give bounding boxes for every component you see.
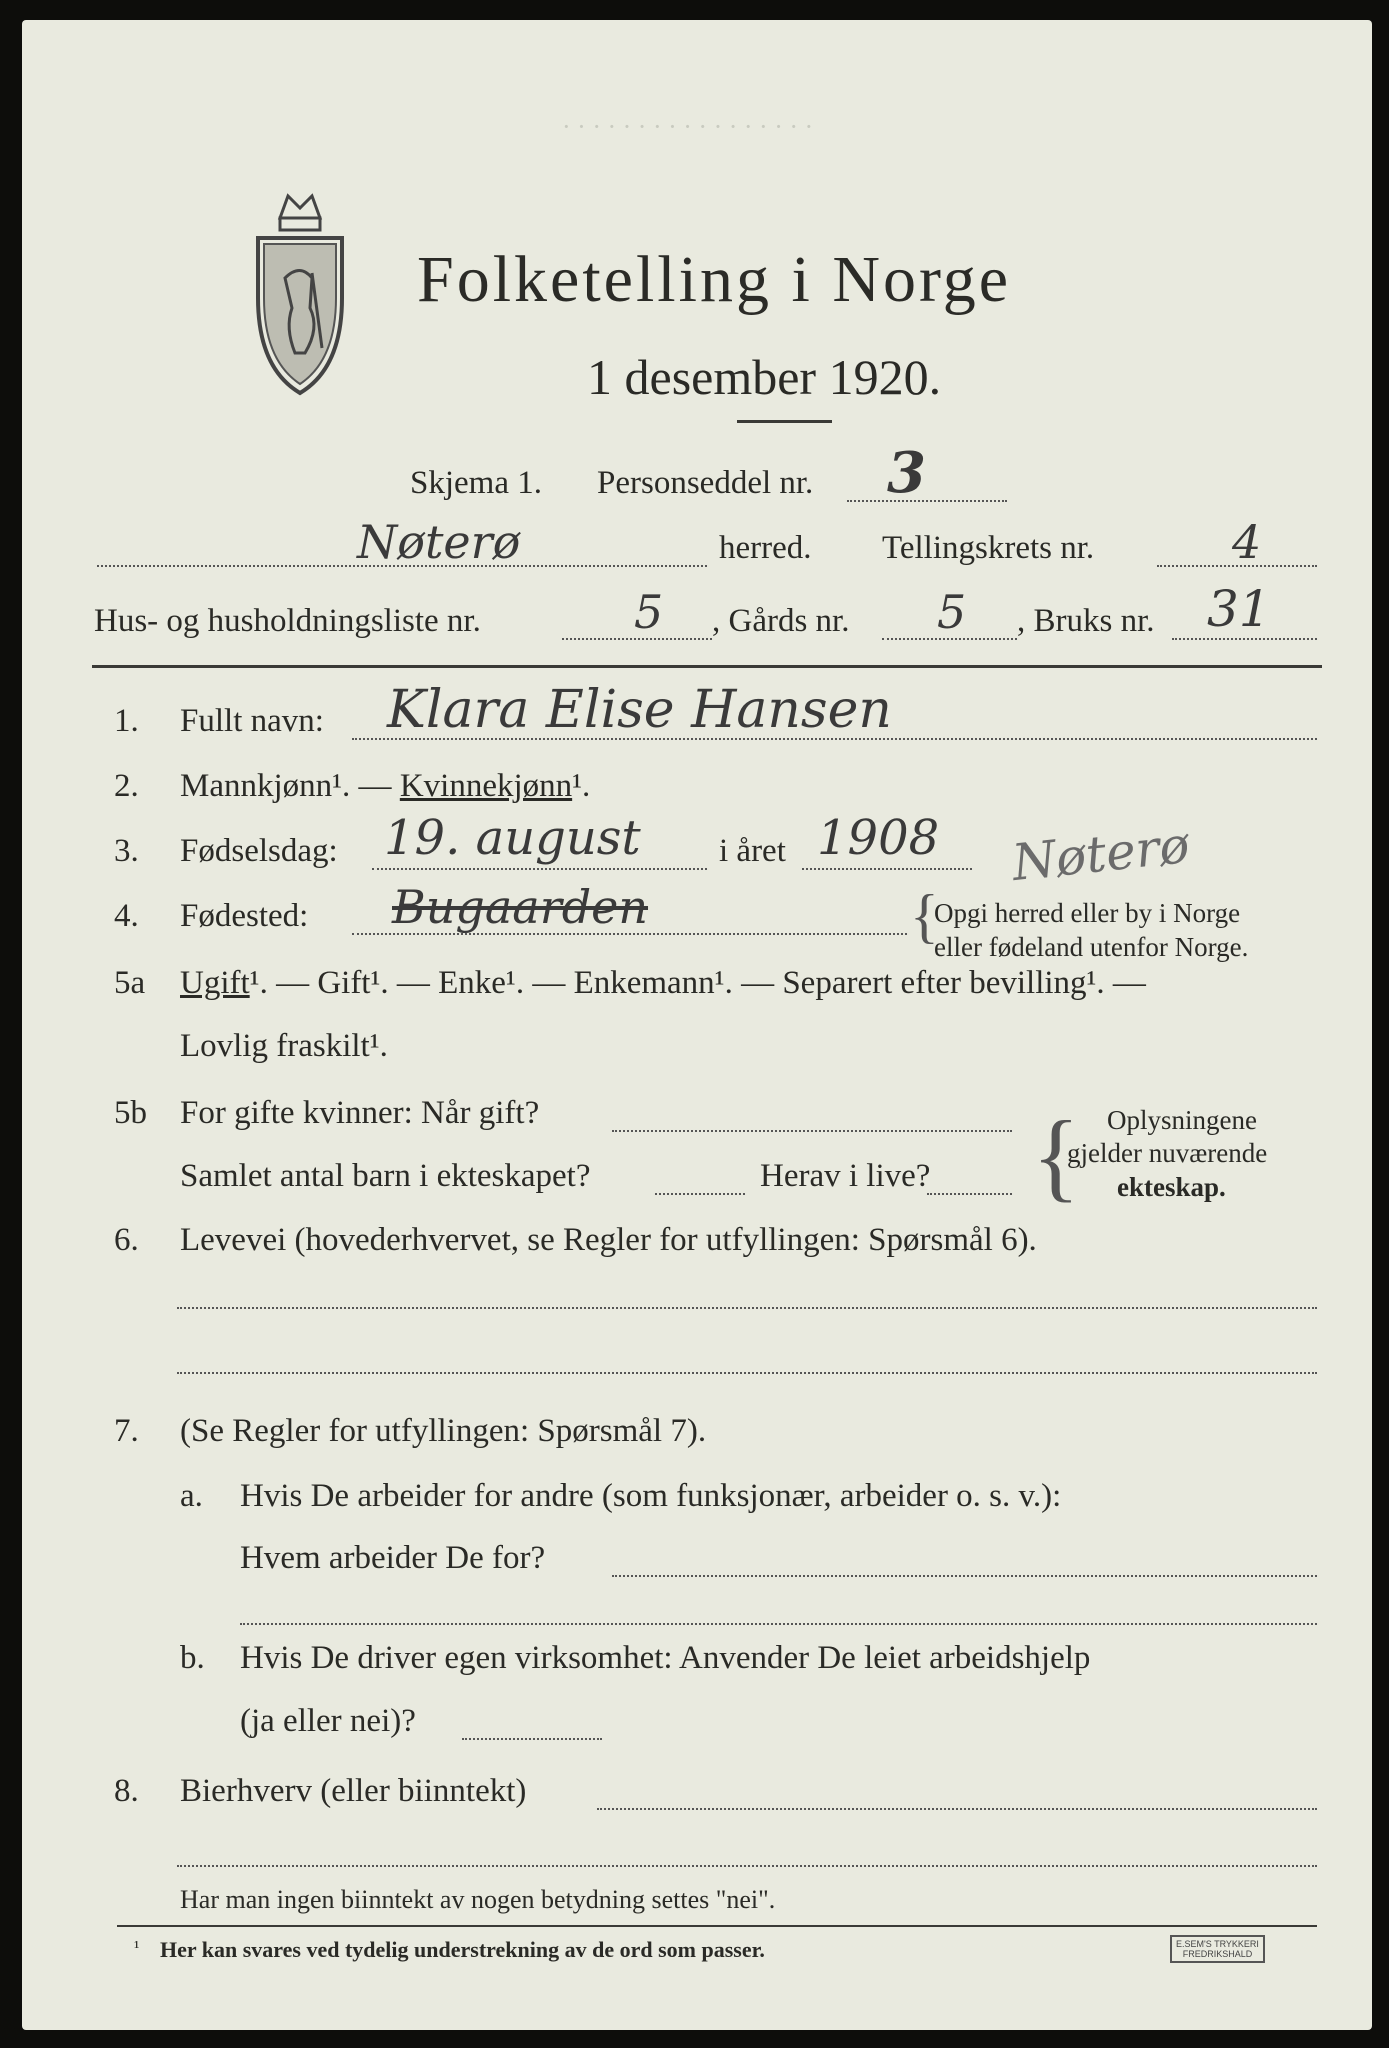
q5a-number: 5a	[114, 965, 146, 1001]
q5a-label	[180, 965, 1146, 1002]
q7b-label2: (ja eller nei)?	[240, 1703, 416, 1739]
gards-label: , Gårds nr.	[712, 603, 850, 639]
q3-label: Fødselsdag:	[180, 833, 338, 869]
herred-label: herred.	[719, 530, 812, 566]
q6-line2	[177, 1372, 1317, 1374]
gards-value: 5	[937, 585, 967, 639]
q7-number: 7.	[114, 1413, 139, 1449]
personseddel-label: Personseddel nr.	[597, 465, 814, 501]
q7a-label2: Hvem arbeider De for?	[240, 1540, 546, 1576]
q4-note-2: eller fødeland utenfor Norge.	[934, 932, 1249, 962]
q5b-note-1: Oplysningene	[1107, 1105, 1257, 1135]
q5a-options: ¹. — Gift¹. — Enke¹. — Enkemann¹. — Separert efter bevilling¹. —	[249, 965, 1146, 1001]
q3-margin-note: Nøterø	[1009, 815, 1193, 893]
q4-brace: {	[910, 883, 939, 949]
census-date: 1 desember 1920.	[587, 349, 942, 405]
q1-value: Klara Elise Hansen	[387, 680, 892, 740]
herred-value: Nøterø	[357, 515, 521, 569]
q7b-number: b.	[180, 1640, 205, 1676]
personseddel-value: 3	[887, 440, 926, 506]
q8-label: Bierhverv (eller biinntekt)	[180, 1773, 527, 1809]
census-form-page	[22, 20, 1372, 2030]
q5b-brace: {	[1032, 1100, 1080, 1211]
bleed-through-text: · · · · · · · · · · · · · · · · ·	[562, 112, 814, 141]
q8-number: 8.	[114, 1773, 139, 1809]
q8-line2	[177, 1865, 1317, 1867]
footnote-rule	[117, 1925, 1317, 1927]
q3-value: 19. august	[384, 810, 641, 866]
q7b-line	[462, 1738, 602, 1740]
q6-label: Levevei (hovederhvervet, se Regler for utfyllingen: Spørsmål 6).	[180, 1222, 1037, 1258]
q6-number: 6.	[114, 1222, 139, 1258]
footnote-text: Her kan svares ved tydelig understrekning av de ord som passer.	[160, 1937, 765, 1962]
q5b-line	[612, 1130, 1012, 1132]
q2-label	[180, 768, 590, 805]
q3-year-line	[802, 868, 972, 870]
q2-number: 2.	[114, 768, 139, 804]
q5b-note-2: gjelder nuværende	[1067, 1138, 1268, 1168]
q2-male: Mannkjønn¹. —	[180, 768, 392, 804]
q7a-line2	[240, 1623, 1317, 1625]
q3-year-label: i året	[719, 833, 786, 869]
q6-line1	[177, 1307, 1317, 1309]
q7b-label: Hvis De driver egen virksomhet: Anvender De leiet arbeidshjelp	[240, 1640, 1091, 1676]
stamp-line1: E.SEM'S TRYKKERI	[1176, 1939, 1259, 1949]
q7a-number: a.	[180, 1478, 203, 1514]
hus-value: 5	[634, 585, 664, 639]
q1-label: Fullt navn:	[180, 703, 324, 739]
hus-label: Hus- og husholdningsliste nr.	[94, 603, 481, 639]
page-title: Folketelling i Norge	[417, 243, 1012, 316]
printer-stamp	[1170, 1935, 1265, 1963]
q5b-number: 5b	[114, 1095, 147, 1131]
q3-number: 3.	[114, 833, 139, 869]
q5b-note-3: ekteskap.	[1117, 1172, 1226, 1202]
header-rule	[92, 665, 1322, 668]
q5b-line2	[655, 1193, 745, 1195]
q4-number: 4.	[114, 898, 139, 934]
q4-value: Bugaarden	[392, 880, 649, 934]
coat-of-arms-icon	[250, 178, 350, 398]
personseddel-line	[847, 500, 1007, 502]
tellingskrets-value: 4	[1232, 515, 1262, 569]
q4-note-1: Opgi herred eller by i Norge	[934, 898, 1241, 928]
q5b-label2: Samlet antal barn i ekteskapet?	[180, 1158, 591, 1194]
bruks-line	[1172, 638, 1317, 640]
q8-line	[597, 1808, 1317, 1810]
bruks-value: 31	[1207, 580, 1271, 638]
q8-note: Har man ingen biinntekt av nogen betydning settes "nei".	[180, 1885, 776, 1914]
q5b-label: For gifte kvinner: Når gift?	[180, 1095, 540, 1131]
q3-line	[372, 868, 707, 870]
q2-female: Kvinnekjønn	[399, 768, 573, 804]
q5a-ugift: Ugift	[180, 965, 250, 1001]
skjema-label: Skjema 1.	[410, 465, 542, 501]
footnote-mark: ¹	[134, 1937, 140, 1957]
title-divider	[737, 420, 832, 423]
q3-year-value: 1908	[817, 810, 940, 866]
q5b-label3: Herav i live?	[760, 1158, 931, 1194]
q2-footmark: ¹.	[572, 768, 591, 804]
q1-number: 1.	[114, 703, 139, 739]
q7-label: (Se Regler for utfyllingen: Spørsmål 7).	[180, 1413, 707, 1449]
q5a-line2: Lovlig fraskilt¹.	[180, 1028, 388, 1064]
q7a-label: Hvis De arbeider for andre (som funksjonær, arbeider o. s. v.):	[240, 1478, 1062, 1514]
q5b-line3	[927, 1193, 1012, 1195]
q7a-line	[612, 1575, 1317, 1577]
tellingskrets-label: Tellingskrets nr.	[882, 530, 1095, 566]
q4-label: Fødested:	[180, 898, 309, 934]
stamp-line2: FREDRIKSHALD	[1182, 1949, 1253, 1959]
bruks-label: , Bruks nr.	[1017, 603, 1155, 639]
